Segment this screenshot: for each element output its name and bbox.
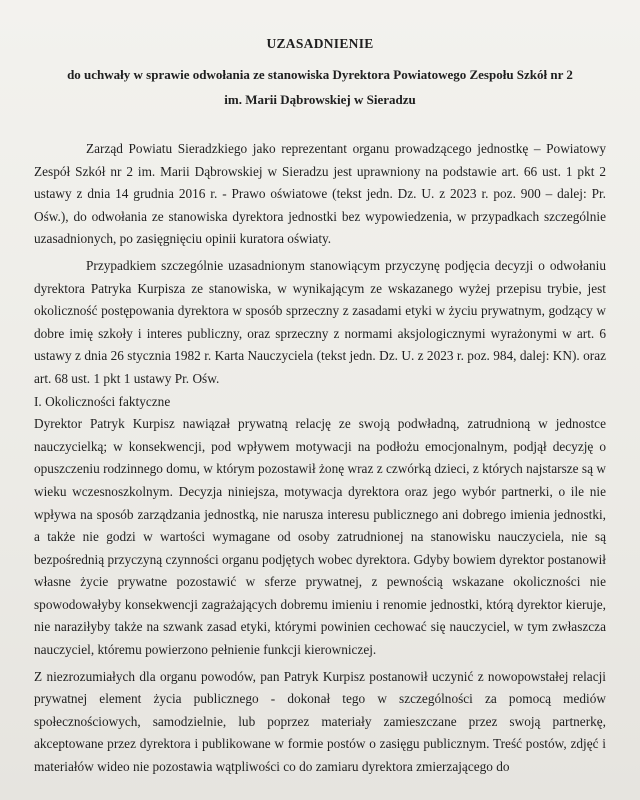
document-body: [34, 138, 606, 779]
document-title: UZASADNIENIE: [266, 36, 374, 51]
paragraph-social-media: Z niezrozumiałych dla organu powodów, pan Patryk Kurpisz postanowił uczynić z nowopowstałej relacji prywatnej element życia publicznego - dokonał tego w szczególności za pomocą mediów społecznościowych, samodzielnie, lub poprzez materiały zamieszczane przez swoją partnerkę, akceptowane przez dyrektora i publikowane w formie postów o zasięgu publicznym. Treść postów, zdjęć i materiałów wideo nie pozostawia wątpliwości co do zamiaru dyrektora zmierzającego do: [34, 668, 606, 775]
paragraph-reason: Przypadkiem szczególnie uzasadnionym stanowiącym przyczynę podjęcia decyzji o odwołaniu dyrektora Patryka Kurpisza ze stanowiska, w wynikającym ze wskazanego wyżej przepisu trybie, jest okoliczność postępowania dyrektora w sposób sprzeczny z zasadami etyki w życiu prywatnym, godzący w dobre imię szkoły i interes publiczny, oraz sprzeczny z normami aksjologicznymi wyrażonymi w art. 6 ustawy z dnia 26 stycznia 1982 r. Karta Nauczyciela (tekst jedn. Dz. U. z 2023 r. poz. 984, dalej: KN). oraz art. 68 ust. 1 pkt 1 ustawy Pr. Ośw.: [34, 257, 606, 386]
document-subtitle-line-2: im. Marii Dąbrowskiej w Sieradzu: [224, 92, 416, 107]
paragraph-facts: Dyrektor Patryk Kurpisz nawiązał prywatną relację ze swoją podwładną, zatrudnioną w jednostce nauczycielką; w konsekwencji, pod wpływem motywacji na podłożu emocjonalnym, podjął decyzję o opuszczeniu rodzinnego domu, w którym pozostawił żonę wraz z czwórką dzieci, z których najstarsze są w wieku wczesnoszkolnym. Decyzja niniejsza, motywacja dyrektora oraz jego wybór partnerki, o ile nie wpływa na sposób zarządzania jednostką, nie narusza interesu publicznego ani dobrego imienia jednostki, a także nie godzi w wartości wymagane od osoby zatrudnionej na stanowisku nauczyciela, nie są bezpośrednią przyczyną czynności organu podjętych wobec dyrektora. Gdyby bowiem dyrektor postanowił własne życie prywatne pozostawić w sferze prywatnej, z pewnością wskazane okoliczności nie spowodowałyby konsekwencji zagrażających dobremu imieniu i renomie jednostki, którą dyrektor kieruje, nie naraziłyby także na szwank zasad etyki, którymi powinien cechować się nauczyciel, w tym zwłaszcza nauczyciel, któremu powierzono pełnienie funkcji kierowniczej.: [34, 416, 606, 658]
paragraph-legal-basis: Zarząd Powiatu Sieradzkiego jako reprezentant organu prowadzącego jednostkę – Powiatowy Zespół Szkół nr 2 im. Marii Dąbrowskiej w Sieradzu jest uprawniony na podstawie art. 66 ust. 1 pkt 2 ustawy z dnia 14 grudnia 2016 r. - Prawo oświatowe (tekst jedn. Dz. U. z 2023 r. poz. 900 – dalej: Pr. Ośw.), do odwołania ze stanowiska dyrektora jednostki bez wypowiedzenia, w przypadkach szczególnie uzasadnionych, po zasięgnięciu opinii kuratora oświaty.: [34, 141, 606, 247]
section-heading-facts: I. Okoliczności faktyczne: [34, 393, 171, 409]
document-subtitle-line-1: do uchwały w sprawie odwołania ze stanowiska Dyrektora Powiatowego Zespołu Szkół nr 2: [67, 67, 573, 82]
